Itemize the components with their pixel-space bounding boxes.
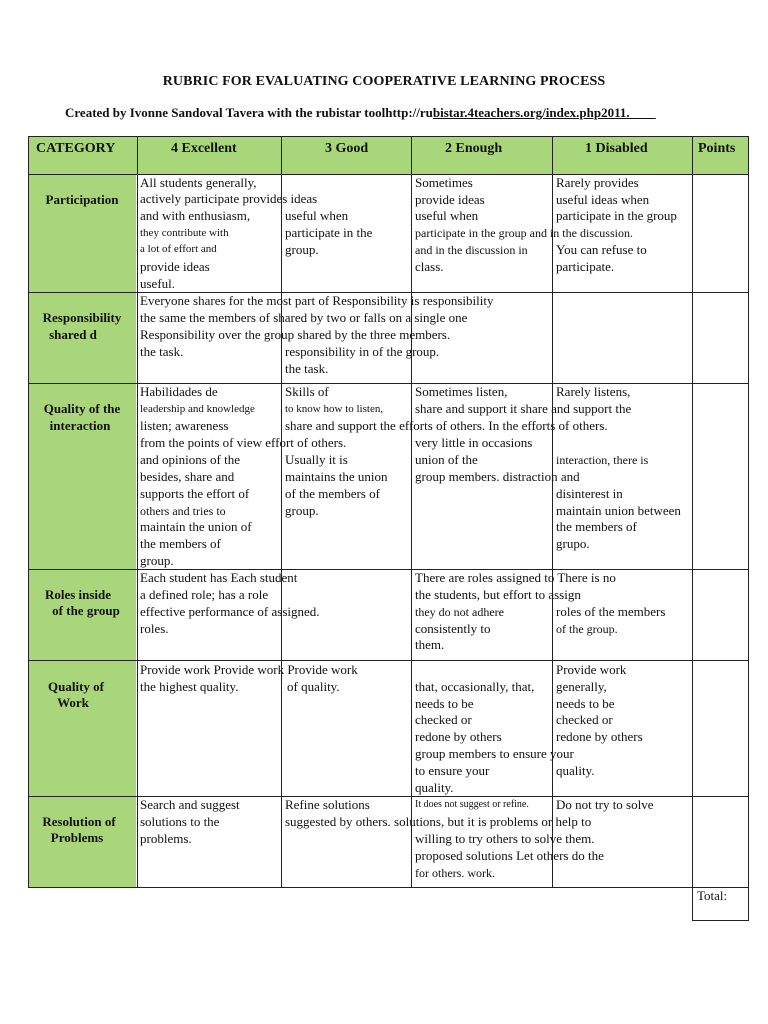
- cell-text: class.: [415, 259, 444, 274]
- cell-text: to ensure your: [415, 763, 490, 778]
- cell-text: You can refuse to: [556, 242, 647, 257]
- header-points: Points: [698, 141, 736, 156]
- cell-text: Skills of: [285, 384, 329, 399]
- cell-text: roles.: [140, 621, 169, 636]
- cell-text: interaction, there is: [556, 453, 649, 467]
- cell-text: the highest quality.: [140, 679, 239, 694]
- credit-line: [65, 105, 656, 121]
- cell-text: leadership and knowledge: [140, 403, 255, 415]
- cell-text: others and tries to: [140, 504, 226, 518]
- cell-text: and with enthusiasm,: [140, 208, 251, 223]
- cell-text: Sometimes listen,: [415, 384, 508, 399]
- grid-rule: [748, 136, 749, 921]
- grid-rule: [411, 136, 412, 888]
- cell-text: of the members of: [285, 486, 380, 501]
- cell-text: quality.: [415, 780, 454, 795]
- cell-text: group.: [285, 503, 319, 518]
- cell-text: Responsibility over the group shared by the three members.: [140, 327, 451, 342]
- category-label: Resolution of: [42, 814, 116, 829]
- header-row: [28, 136, 693, 174]
- header-excellent: 4 Excellent: [171, 141, 237, 156]
- cell-text: provide ideas: [415, 192, 485, 207]
- cell-text: of the group.: [556, 622, 618, 636]
- cell-text: grupo.: [556, 536, 590, 551]
- cell-text: share and support it share and support the: [415, 401, 632, 416]
- cell-text: redone by others: [415, 729, 502, 744]
- cell-text: needs to be: [556, 696, 615, 711]
- cell-text: Each student has Each student: [140, 570, 298, 585]
- category-label: Work: [57, 695, 89, 710]
- grid-rule: [692, 136, 693, 921]
- cell-text: group members to ensure your: [415, 746, 574, 761]
- header-category: CATEGORY: [36, 141, 116, 156]
- cell-text: actively participate provides ideas: [140, 191, 318, 206]
- cell-text: useful.: [140, 276, 176, 291]
- cell-text: useful ideas when: [556, 192, 650, 207]
- cell-text: the same the members of shared by two or falls on a single one: [140, 310, 468, 325]
- category-label: Roles inside: [44, 587, 112, 602]
- cell-text: needs to be: [415, 696, 474, 711]
- grid-rule: [552, 136, 553, 888]
- cell-text: supports the effort of: [140, 486, 250, 501]
- cell-text: generally,: [556, 679, 607, 694]
- cell-text: to know how to listen,: [285, 403, 384, 415]
- cell-text: disinterest in: [556, 486, 623, 501]
- cell-text: union of the: [415, 452, 478, 467]
- cell-text: problems.: [140, 831, 192, 846]
- cell-text: Provide work Provide work Provide work: [140, 662, 358, 677]
- cell-text: Provide work: [556, 662, 627, 677]
- cell-text: maintain the union of: [140, 519, 252, 534]
- cell-text: and in the discussion in: [415, 243, 528, 257]
- cell-text: proposed solutions Let others do the: [415, 848, 604, 863]
- grid-rule: [137, 136, 138, 888]
- cell-text: the task.: [285, 361, 329, 376]
- cell-text: Refine solutions: [285, 797, 370, 812]
- cell-text: It does not suggest or refine.: [415, 799, 529, 810]
- cell-text: useful when: [285, 208, 349, 223]
- cell-text: they contribute with: [140, 227, 229, 239]
- cell-text: that, occasionally, that,: [415, 679, 535, 694]
- cell-text: of quality.: [287, 679, 340, 694]
- category-label: Problems: [50, 830, 104, 845]
- credit-prefix: Created by Ivonne Sandoval Tavera with the rubistar toolhttp://ru: [65, 105, 433, 120]
- cell-text: There are roles assigned to There is no: [415, 570, 616, 585]
- category-label: Quality of: [48, 679, 104, 694]
- cell-text: Do not try to solve: [556, 797, 654, 812]
- cell-text: participate in the group and in the discussion.: [415, 226, 633, 240]
- cell-text: Habilidades de: [140, 384, 218, 399]
- cell-text: consistently to: [415, 621, 491, 636]
- cell-text: very little in occasions: [415, 435, 533, 450]
- category-label: Responsibility: [42, 310, 122, 325]
- cell-text: Usually it is: [285, 452, 348, 467]
- category-label: interaction: [49, 418, 111, 433]
- cell-text: roles of the members: [556, 604, 666, 619]
- cell-text: them.: [415, 637, 445, 652]
- header-disabled: 1 Disabled: [585, 141, 648, 156]
- cell-text: for others. work.: [415, 866, 495, 880]
- cell-text: maintains the union: [285, 469, 388, 484]
- cell-text: checked or: [556, 712, 613, 727]
- category-label: Quality of the: [43, 401, 121, 416]
- cell-text: Sometimes: [415, 175, 473, 190]
- cell-text: from the points of view effort of others.: [140, 435, 347, 450]
- cell-text: they do not adhere: [415, 605, 504, 619]
- cell-text: redone by others: [556, 729, 643, 744]
- header-points-cell: [693, 136, 748, 174]
- cell-text: group.: [140, 553, 174, 568]
- category-cell-work: [28, 661, 136, 796]
- header-good: 3 Good: [325, 141, 369, 156]
- cell-text: the members of: [556, 519, 637, 534]
- category-cell-participation: [28, 175, 136, 292]
- category-cell-problems: [28, 797, 136, 887]
- cell-text: share and support the efforts of others. In the efforts of others.: [285, 418, 608, 433]
- cell-text: solutions to the: [140, 814, 220, 829]
- cell-text: the students, but effort to assign: [415, 587, 581, 602]
- cell-text: responsibility in of the group.: [285, 344, 440, 359]
- cell-text: Search and suggest: [140, 797, 240, 812]
- category-label: of the group: [52, 603, 120, 618]
- cell-text: a defined role; has a role: [140, 587, 269, 602]
- header-enough: 2 Enough: [445, 141, 503, 156]
- cell-text: participate.: [556, 259, 615, 274]
- cell-text: Everyone shares for the most part of Responsibility is responsibility: [140, 293, 494, 308]
- cell-text: participate in the group: [556, 208, 677, 223]
- cell-text: Rarely listens,: [556, 384, 631, 399]
- cell-text: effective performance of assigned.: [140, 604, 320, 619]
- cell-text: checked or: [415, 712, 472, 727]
- category-label: Participation: [45, 192, 119, 207]
- grid-rule: [693, 920, 749, 921]
- cell-text: All students generally,: [140, 175, 257, 190]
- cell-text: besides, share and: [140, 469, 235, 484]
- category-label: shared d: [49, 327, 97, 342]
- cell-text: and opinions of the: [140, 452, 241, 467]
- cell-text: willing to try others to solve them.: [415, 831, 595, 846]
- cell-text: a lot of effort and: [140, 243, 217, 255]
- grid-rule: [281, 136, 282, 888]
- cell-text: quality.: [556, 763, 595, 778]
- cell-text: listen; awareness: [140, 418, 229, 433]
- document-title: RUBRIC FOR EVALUATING COOPERATIVE LEARNING PROCESS: [162, 74, 606, 89]
- credit-link[interactable]: bistar.4teachers.org/index.php2011.____: [432, 105, 656, 120]
- total-label: Total:: [697, 888, 728, 903]
- cell-text: the task.: [140, 344, 184, 359]
- cell-text: the members of: [140, 536, 221, 551]
- category-cell-responsibility: [28, 293, 136, 383]
- category-cell-interaction: [28, 384, 136, 569]
- category-cell-roles: [28, 570, 136, 660]
- grid-rule: [28, 136, 29, 888]
- cell-text: Rarely provides: [556, 175, 639, 190]
- cell-text: group members. distraction and: [415, 469, 580, 484]
- cell-text: group.: [285, 242, 319, 257]
- cell-text: maintain union between: [556, 503, 681, 518]
- cell-text: useful when: [415, 208, 479, 223]
- cell-text: suggested by others. solutions, but it is problems or help to: [285, 814, 592, 829]
- cell-text: provide ideas: [140, 259, 210, 274]
- cell-text: participate in the: [285, 225, 373, 240]
